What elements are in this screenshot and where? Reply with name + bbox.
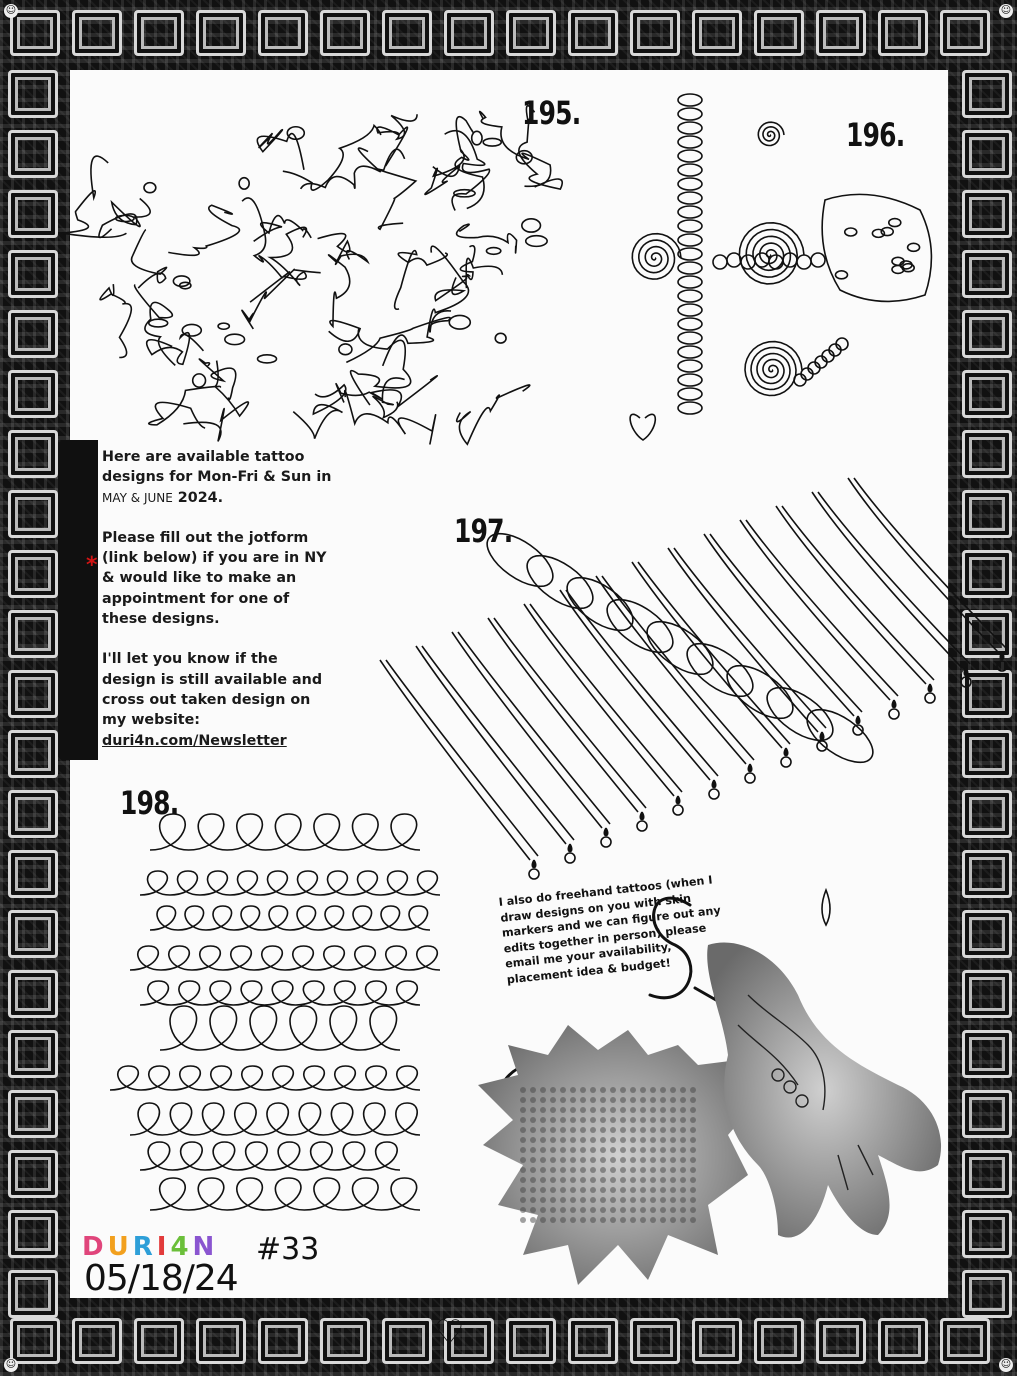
freehand-note: I also do freehand tattoos (when I draw designs on you with skin markers and we can figure out any edits together in person) please email me your availability, placement idea & budget! <box>498 873 722 987</box>
info-para1-end: 2024. <box>172 489 224 506</box>
logo-letter: N <box>192 1232 215 1262</box>
smiley-icon: ☺ <box>5 5 17 16</box>
design-195-drawing <box>62 106 562 445</box>
smiley-icon: ☺ <box>1000 1359 1012 1370</box>
design-number-196: 196. <box>846 116 905 154</box>
logo-letter: I <box>156 1232 167 1262</box>
asterisk-icon: * <box>86 553 98 578</box>
info-para3-text: I'll let you know if the design is still available and cross out taken design on my website: <box>102 651 323 729</box>
smiley-icon: ☺ <box>1000 5 1012 16</box>
hand-photo <box>707 942 941 1237</box>
info-text-block <box>102 447 332 771</box>
logo-letter: D <box>82 1232 104 1262</box>
logo-letter: U <box>107 1232 129 1262</box>
info-para1-start: Here are available tattoo designs for Mon-Fri & Sun in <box>102 449 332 486</box>
smiley-icon: ☺ <box>5 1359 17 1370</box>
design-number-197: 197. <box>454 512 513 550</box>
logo-letter: 4 <box>170 1232 189 1262</box>
design-198-drawing <box>110 814 440 1210</box>
info-paragraph-1 <box>102 447 332 508</box>
info-paragraph-2: Please fill out the jotform (link below) if you are in NY & would like to make an appointment for one of these designs. <box>102 529 327 628</box>
design-number-198: 198. <box>120 784 179 822</box>
tattoo-photo-collage <box>478 935 958 1305</box>
issue-date: 05/18/24 <box>84 1258 238 1299</box>
info-para1-month: MAY & JUNE <box>102 490 173 505</box>
newsletter-link[interactable]: duri4n.com/Newsletter <box>102 732 287 749</box>
design-number-195: 195. <box>522 94 581 132</box>
issue-number: #33 <box>256 1232 320 1267</box>
logo-letter: R <box>132 1232 153 1262</box>
info-paragraph-3 <box>102 649 332 750</box>
heart-icon: ♡ <box>434 1313 465 1353</box>
